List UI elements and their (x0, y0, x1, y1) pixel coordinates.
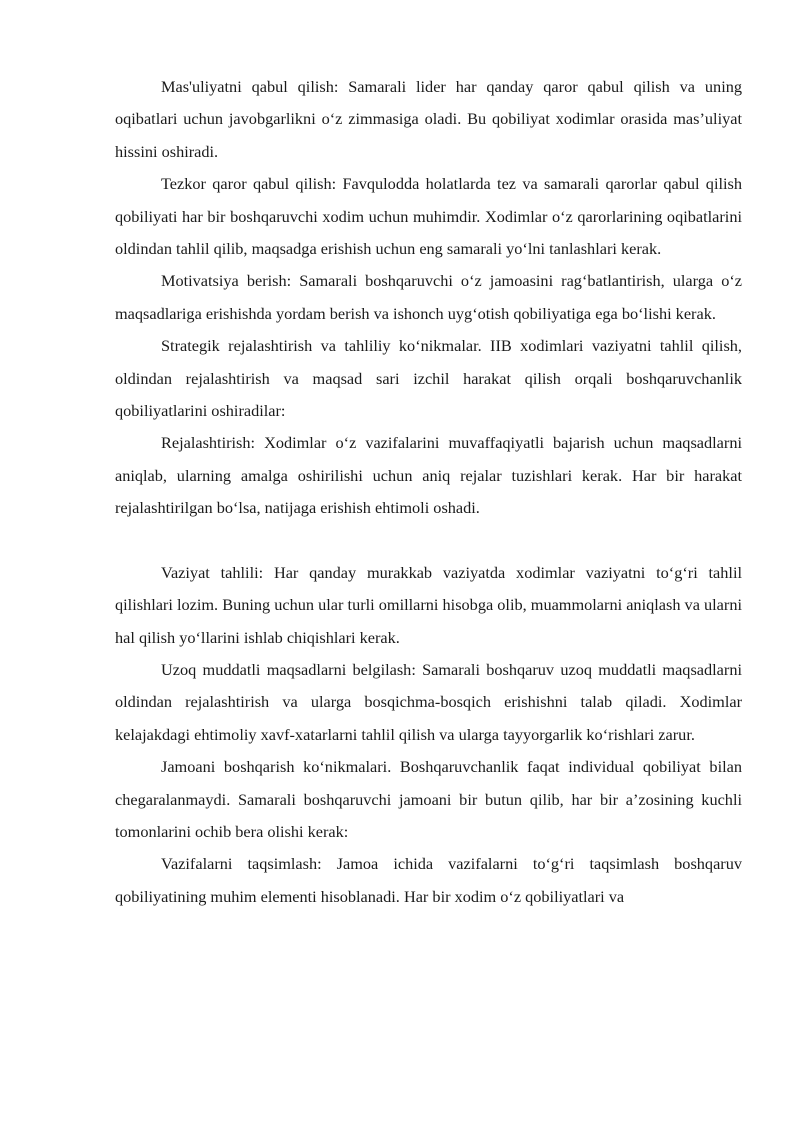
paragraph-situation-analysis: Vaziyat tahlili: Har qanday murakkab vaziyatda xodimlar vaziyatni toʻgʻri tahlil qilishlari lozim. Buning uchun ular turli omillarni hisobga olib, muammolarni aniqlash va ularni hal qilish yoʻllarini ishlab chiqishlari kerak. (115, 562, 742, 647)
paragraph-responsibility: Mas'uliyatni qabul qilish: Samarali lider har qanday qaror qabul qilish va uning oqibatlari uchun javobgarlikni oʻz zimmasiga oladi. Bu qobiliyat xodimlar orasida masʼuliyat hissini oshiradi. (115, 77, 742, 161)
paragraph-strategic-planning: Strategik rejalashtirish va tahliliy koʻnikmalar. IIB xodimlari vaziyatni tahlil qilish, oldindan rejalashtirish va maqsad sari izchil harakat qilish orqali boshqaruvchanlik qobiliyatlarini oshiradilar: (115, 336, 742, 421)
paragraph-motivation: Motivatsiya berish: Samarali boshqaruvchi oʻz jamoasini ragʻbatlantirish, ularga oʻz maqsadlariga erishishda yordam berish va ishonch uygʻotish qobiliyatiga ega boʻlishi kerak. (115, 271, 742, 323)
paragraph-quick-decision: Tezkor qaror qabul qilish: Favqulodda holatlarda tez va samarali qarorlar qabul qilish qobiliyati har bir boshqaruvchi xodim uchun muhimdir. Xodimlar oʻz qarorlarining oqibatlarini oldindan tahlil qilib, maqsadga erishish uchun eng samarali yoʻlni tanlashlari kerak. (115, 174, 742, 259)
document-body (115, 71, 742, 913)
paragraph-planning: Rejalashtirish: Xodimlar oʻz vazifalarini muvaffaqiyatli bajarish uchun maqsadlarni aniqlab, ularning amalga oshirilishi uchun aniq rejalar tuzishlari kerak. Har bir harakat rejalashtirilgan boʻlsa, natijaga erishish ehtimoli oshadi. (115, 433, 742, 518)
paragraph-gap (115, 525, 742, 557)
paragraph-task-distribution: Vazifalarni taqsimlash: Jamoa ichida vazifalarni toʻgʻri taqsimlash boshqaruv qobiliyatining muhim elementi hisoblanadi. Har bir xodim oʻz qobiliyatlari va (115, 854, 742, 906)
paragraph-team-management: Jamoani boshqarish koʻnikmalari. Boshqaruvchanlik faqat individual qobiliyat bilan chegaralanmaydi. Samarali boshqaruvchi jamoani bir butun qilib, har bir aʼzosining kuchli tomonlarini ochib bera olishi kerak: (115, 757, 742, 841)
paragraph-long-term-goals: Uzoq muddatli maqsadlarni belgilash: Samarali boshqaruv uzoq muddatli maqsadlarni oldindan rejalashtirish va ularga bosqichma-bosqich erishishni talab qiladi. Xodimlar kelajakdagi ehtimoliy xavf-xatarlarni tahlil qilish va ularga tayyorgarlik koʻrishlari zarur. (115, 659, 742, 744)
